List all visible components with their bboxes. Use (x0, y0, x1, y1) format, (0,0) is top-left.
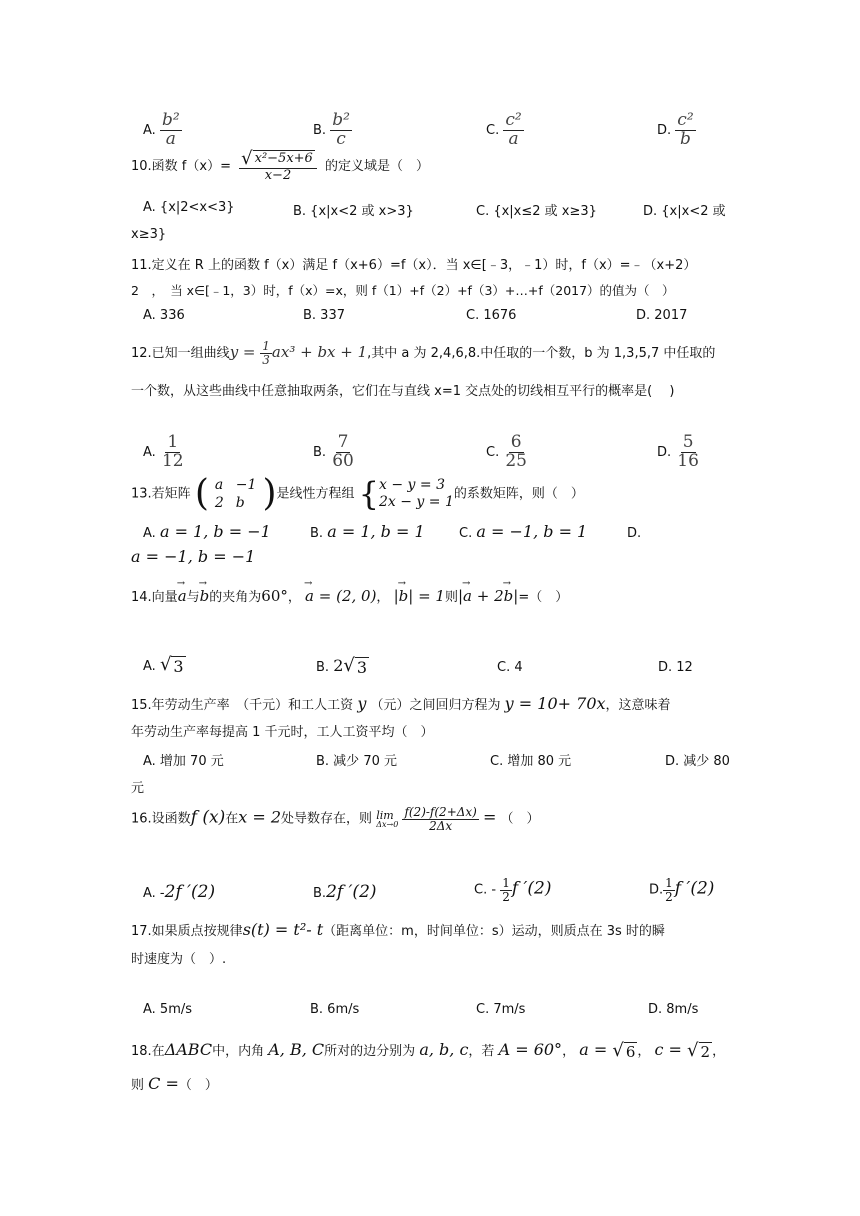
q12-option-d: D. $\frac{5}{16}$ (657, 432, 699, 471)
q15-option-b: B. 减少 70 元 (316, 754, 397, 769)
q10-option-c: C. {x|x≤2 或 x≥3} (476, 204, 597, 219)
q10-option-d: D. {x|x<2 或 (643, 204, 726, 219)
q15-option-a: A. 增加 70 元 (143, 754, 224, 769)
q11-stem-line1: 11.定义在 R 上的函数 f（x）满足 f（x+6）=f（x）．当 x∈[﹣3，﹣1）时，f（x）=﹣（x+2） (131, 258, 697, 273)
q14-option-c: C. 4 (497, 660, 523, 675)
q12-option-a: A. $\frac{1}{12}$ (143, 432, 184, 471)
q16-option-c: C. - $\frac{1}{2}$ f ′(2) (474, 876, 552, 904)
q9-option-d: D. $\frac{\text{c²}}{b}$ (657, 110, 694, 149)
q17-option-c: C. 7m/s (476, 1002, 526, 1017)
q13-option-d-expr: a = −1, b = −1 (131, 547, 256, 566)
q14-option-d: D. 12 (658, 660, 693, 675)
q13-stem: 13.若矩阵 ( a −1 2 b ) 是线性方程组 { x − y = 3 2x − y = 1 的系数矩阵，则（ ） (131, 473, 584, 515)
q14-stem: 14.向量→ a与→ b的夹角为60°， → a = (2, 0)， |→ b| = 1则|→ a + 2→ b|=（ ） (131, 586, 568, 605)
q10-stem: 10.函数 f（x）= √ x²−5x+6 x−2 的定义域是（ ） (131, 148, 429, 183)
q12-stem-line1: 12.已知一组曲线y = $\frac{1}{3}$ ax³ + bx + 1,其中 a 为 2,4,6,8.中任取的一个数，b 为 1,3,5,7 中任取的 (131, 339, 716, 367)
q12-option-b: B. $\frac{7}{60}$ (313, 432, 354, 471)
q13-option-d: D. (627, 526, 642, 541)
q11-option-d: D. 2017 (636, 308, 688, 323)
q16-option-a: A. -2f ′(2) (143, 882, 216, 902)
q14-option-b: B. 2 √ 3 (316, 655, 368, 677)
q9-option-a: A. $\frac{\text{b²}}{a}$ (143, 110, 180, 149)
q18-stem-line2: 则 C =（ ） (131, 1074, 218, 1093)
q17-option-b: B. 6m/s (310, 1002, 360, 1017)
q9-option-b: B. $\frac{\text{b²}}{c}$ (313, 110, 350, 149)
q18-stem-line1: 18.在ΔABC中，内角 A, B, C所对的边分别为 a, b, c，若 A = 60°， a = √ 6 ， c = √ 2 ， (131, 1039, 726, 1061)
q17-option-a: A. 5m/s (143, 1002, 193, 1017)
q11-option-b: B. 337 (303, 308, 345, 323)
q16-option-b: B.2f ′(2) (313, 882, 377, 902)
q12-option-c: C. $\frac{6}{25}$ (486, 432, 527, 471)
q13-option-b: B. a = 1, b = 1 (310, 522, 425, 541)
q15-stem-line1: 15.年劳动生产率 （千元）和工人工资 y （元）之间回归方程为 y = 10+ 70x，这意味着 (131, 694, 671, 713)
q15-option-d: D. 减少 80 (665, 754, 730, 769)
q17-option-d: D. 8m/s (648, 1002, 699, 1017)
q16-stem: 16.设函数f (x)在x = 2处导数存在，则 lim Δx→0 $\frac{f(2)-f(2+\Delta x)}{2\Delta x}$ = （ ） (131, 805, 540, 833)
q10-option-d-cont: x≥3} (131, 227, 167, 242)
q10-option-a: A. {x|2<x<3} (143, 200, 235, 215)
q10-option-b: B. {x|x<2 或 x>3} (293, 204, 414, 219)
q11-stem-line2: 2 ， 当 x∈[﹣1，3）时，f（x）=x，则 f（1）+f（2）+f（3）+…+f（2017）的值为（ ） (131, 283, 675, 298)
q13-option-a: A. a = 1, b = −1 (143, 522, 271, 541)
q15-stem-line2: 年劳动生产率每提高 1 千元时，工人工资平均（ ） (131, 725, 434, 740)
q16-option-d: D. $\frac{1}{2}$ f ′(2) (649, 876, 715, 904)
q13-option-c: C. a = −1, b = 1 (459, 522, 588, 541)
q14-option-a: A. √ 3 (143, 654, 184, 676)
q12-stem-line2: 一个数，从这些曲线中任意抽取两条，它们在与直线 x=1 交点处的切线相互平行的概率是( ) (131, 384, 675, 399)
q15-option-d-cont: 元 (131, 781, 145, 796)
q11-option-c: C. 1676 (466, 308, 517, 323)
q9-option-c: C. $\frac{\text{c²}}{a}$ (486, 110, 522, 149)
q17-stem-line1: 17.如果质点按规律s(t) = t²- t（距离单位：m，时间单位：s）运动，则质点在 3s 时的瞬 (131, 920, 665, 939)
q11-option-a: A. 336 (143, 308, 185, 323)
q17-stem-line2: 时速度为（ ）. (131, 952, 227, 967)
q15-option-c: C. 增加 80 元 (490, 754, 572, 769)
